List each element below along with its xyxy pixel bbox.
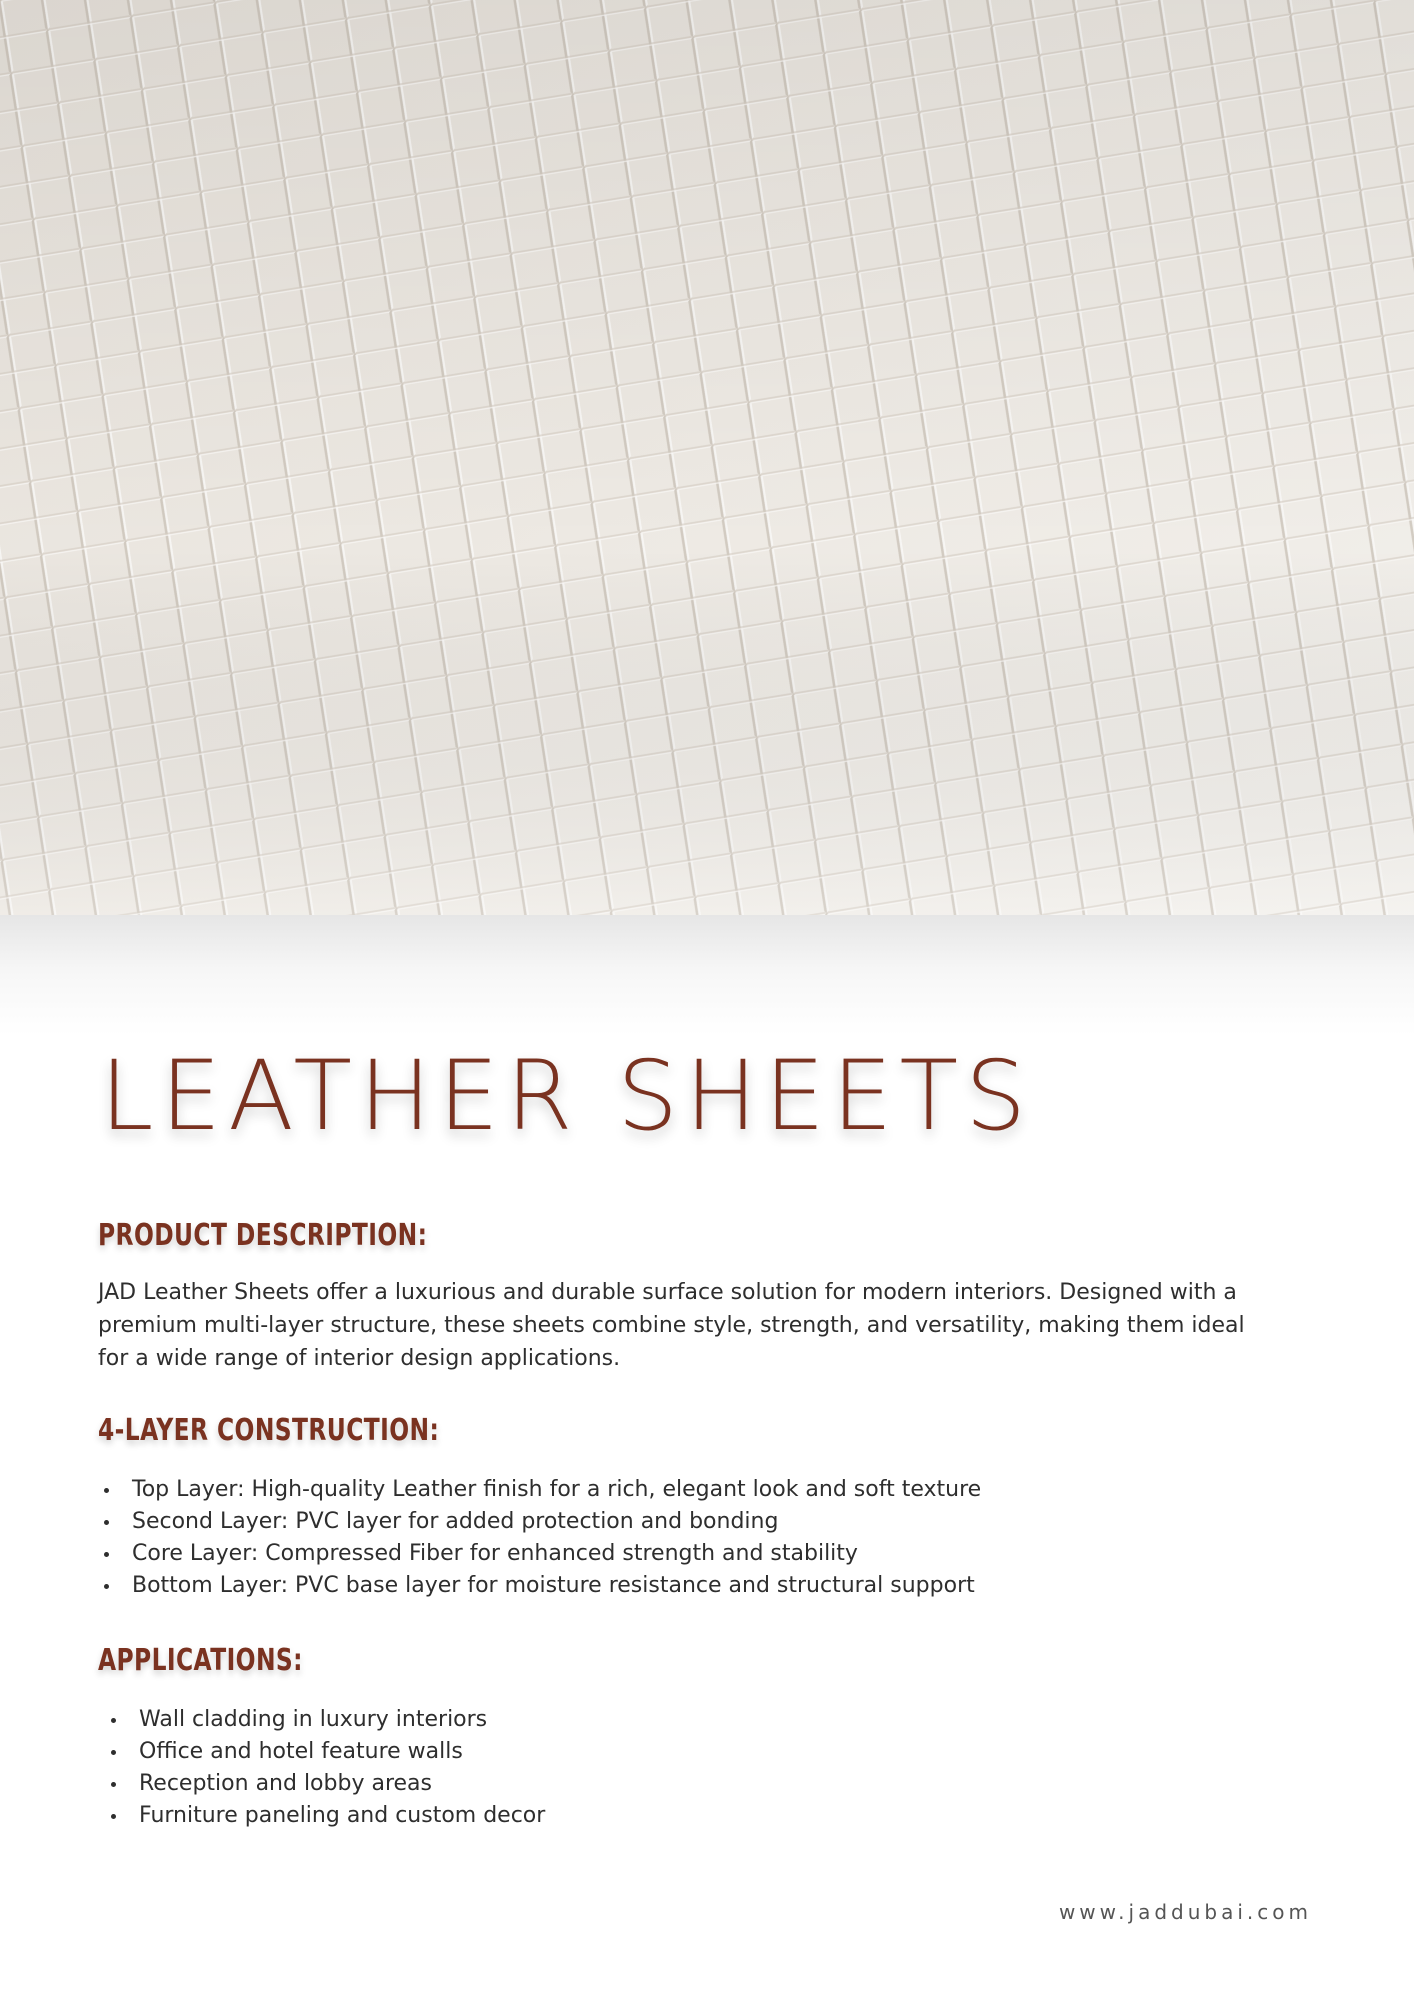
bullet-icon [104, 1552, 109, 1557]
list-item: Bottom Layer: PVC base layer for moisture resistance and structural support [98, 1570, 981, 1602]
list-item: Core Layer: Compressed Fiber for enhanced strength and stability [98, 1538, 981, 1570]
woven-leather-texture [0, 0, 1414, 915]
list-item: Furniture paneling and custom decor [105, 1800, 545, 1832]
bullet-icon [111, 1750, 116, 1755]
bullet-icon [111, 1782, 116, 1787]
hero-leather-image [0, 0, 1414, 915]
bullet-icon [104, 1488, 109, 1493]
product-description-text: JAD Leather Sheets offer a luxurious and durable surface solution for modern interiors. Designed with a premium multi-layer structure, these sheets combine style, strength, and versatility, making them ideal for a wide range of interior design applications. [98, 1280, 1245, 1371]
hero-shadow-fade [0, 915, 1414, 1035]
applications-list [105, 1704, 545, 1832]
construction-list [98, 1474, 981, 1602]
footer-website-link[interactable]: www.jaddubai.com [1058, 1900, 1312, 1924]
list-item: Reception and lobby areas [105, 1768, 545, 1800]
list-item: Top Layer: High-quality Leather finish for a rich, elegant look and soft texture [98, 1474, 981, 1506]
bullet-icon [104, 1584, 109, 1589]
construction-heading: 4-LAYER CONSTRUCTION: [98, 1413, 440, 1448]
list-item: Second Layer: PVC layer for added protection and bonding [98, 1506, 981, 1538]
list-item: Office and hotel feature walls [105, 1736, 545, 1768]
list-item: Wall cladding in luxury interiors [105, 1704, 545, 1736]
product-description-heading: PRODUCT DESCRIPTION: [98, 1218, 428, 1253]
page-title: LEATHER SHEETS [100, 1040, 1034, 1152]
applications-heading: APPLICATIONS: [98, 1643, 303, 1678]
bullet-icon [111, 1718, 116, 1723]
bullet-icon [111, 1814, 116, 1819]
bullet-icon [104, 1520, 109, 1525]
